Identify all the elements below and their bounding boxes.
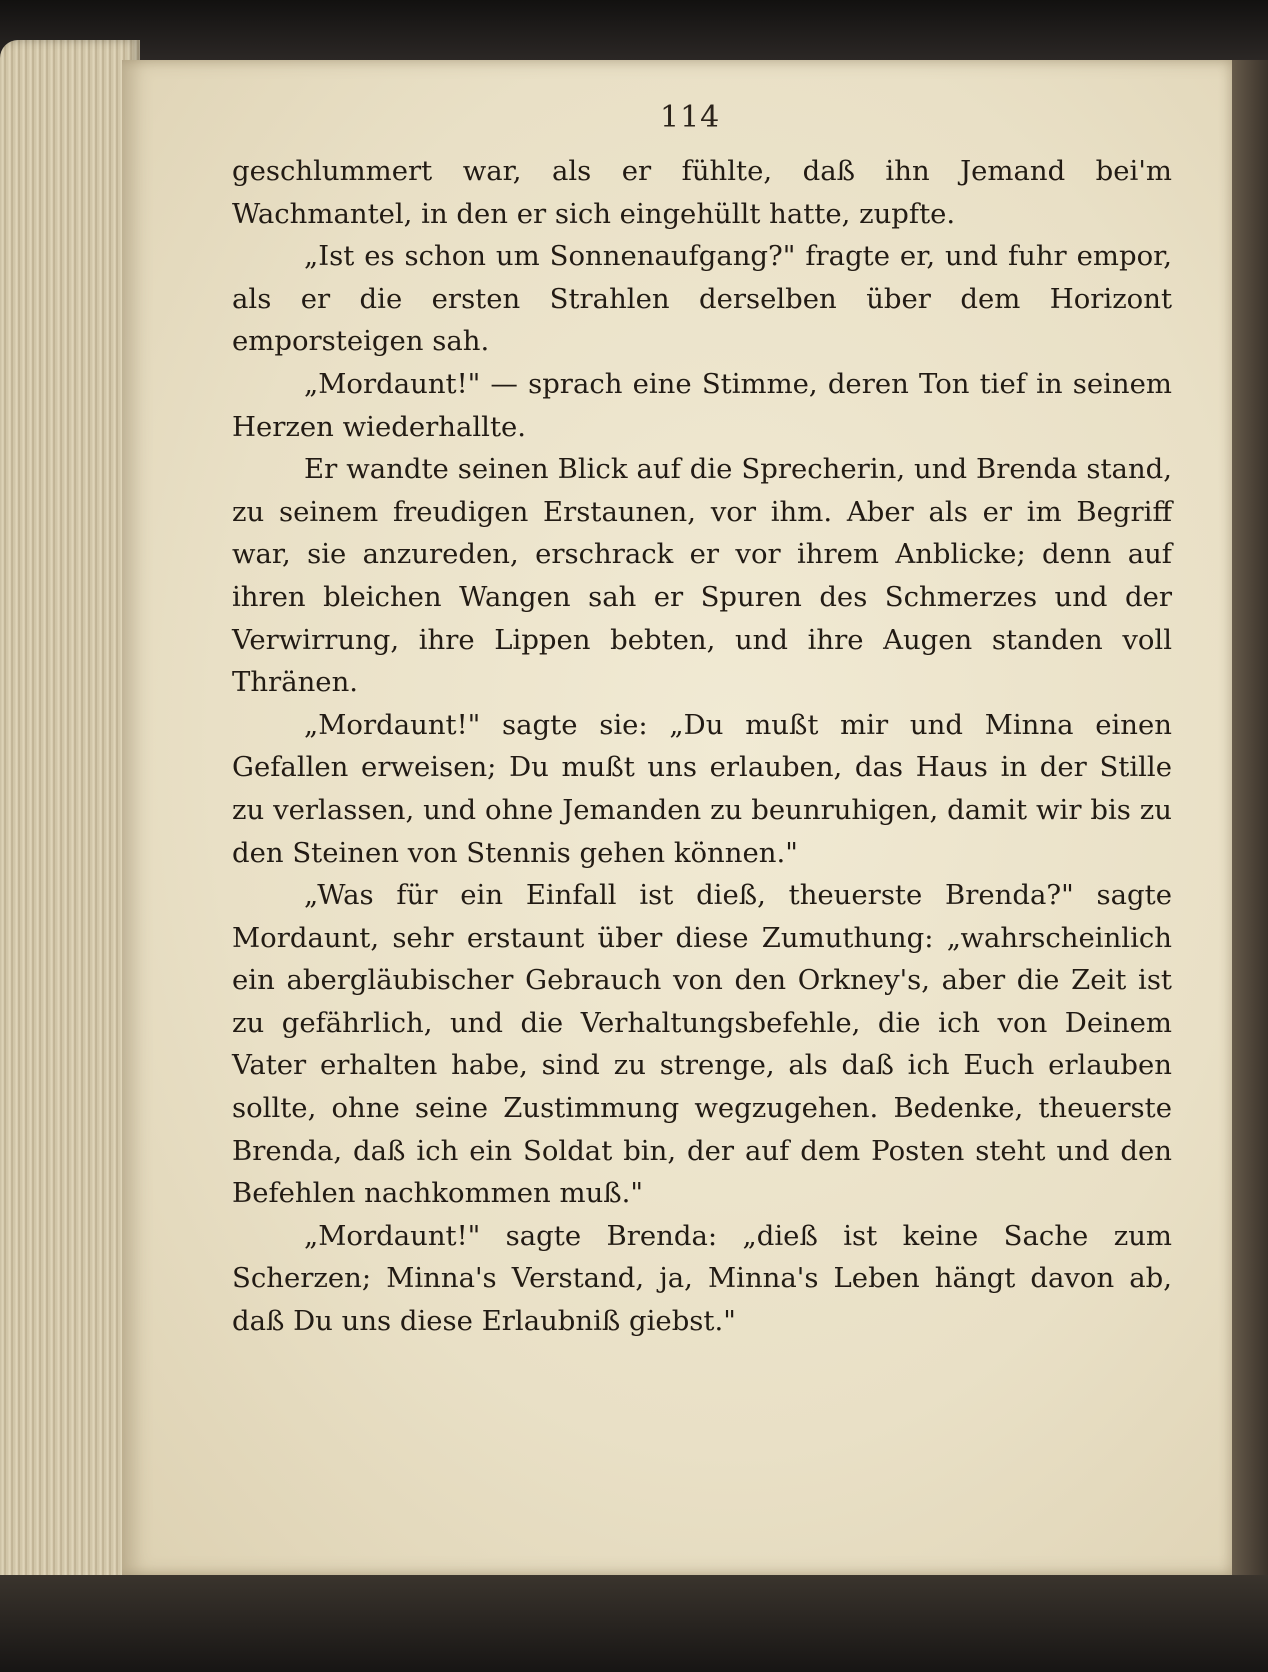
- paragraph: „Ist es schon um Sonnenaufgang?" fragte er, und fuhr empor, als er die ersten Strahlen derselben über dem Horizont emporsteigen sah.: [232, 240, 1172, 358]
- top-shadow: [0, 0, 1268, 60]
- page-text: [232, 150, 1172, 1343]
- page-number: 114: [660, 100, 721, 135]
- book-cover-edge: [1228, 60, 1268, 1640]
- paragraph: „Mordaunt!" — sprach eine Stimme, deren Ton tief in seinem Herzen wiederhallte.: [232, 367, 1172, 443]
- page-edges: [0, 40, 140, 1600]
- paragraph: „Mordaunt!" sagte sie: „Du mußt mir und Minna einen Gefallen erweisen; Du mußt uns erlauben, das Haus in der Stille zu verlassen, und ohne Jemanden zu beunruhigen, damit wir bis zu den Steinen von Stennis gehen können.": [232, 708, 1172, 869]
- paragraph: „Was für ein Einfall ist dieß, theuerste Brenda?" sagte Mordaunt, sehr erstaunt über diese Zumuthung: „wahrscheinlich ein abergläubischer Gebrauch von den Orkney's, aber die Zeit ist zu gefährlich, und die Verhaltungsbefehle, die ich von Deinem Vater erhalten habe, sind zu strenge, als daß ich Euch erlauben sollte, ohne seine Zustimmung wegzugehen. Bedenke, theuerste Brenda, daß ich ein Soldat bin, der auf dem Posten steht und den Befehlen nachkommen muß.": [232, 879, 1172, 1210]
- paragraph: „Mordaunt!" sagte Brenda: „dieß ist keine Sache zum Scherzen; Minna's Verstand, ja, Minna's Leben hängt davon ab, daß Du uns diese Erlaubniß giebst.": [232, 1219, 1172, 1338]
- paragraph: Er wandte seinen Blick auf die Sprecherin, und Brenda stand, zu seinem freudigen Erstaunen, vor ihm. Aber als er im Begriff war, sie anzureden, erschrack er vor ihrem Anblicke; denn auf ihren bleichen Wangen sah er Spuren des Schmerzes und der Verwirrung, ihre Lippen bebten, und ihre Augen standen voll Thränen.: [232, 453, 1172, 699]
- paragraph: geschlummert war, als er fühlte, daß ihn Jemand bei'm Wachmantel, in den er sich eingehüllt hatte, zupfte.: [232, 155, 1172, 230]
- bottom-shadow: [0, 1575, 1268, 1672]
